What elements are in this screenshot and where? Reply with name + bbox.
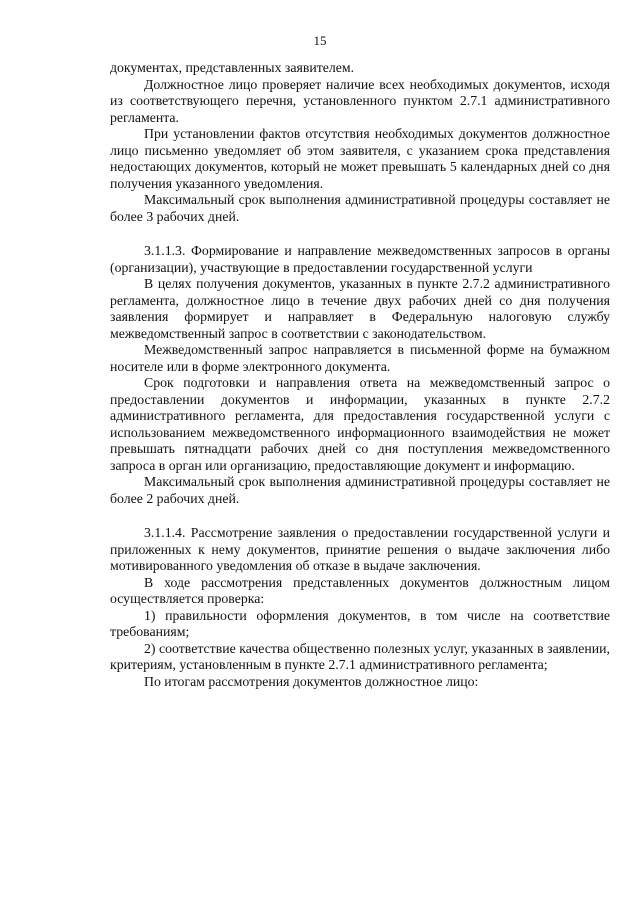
paragraph-interagency-request: В целях получения документов, указанных в пункте 2.7.2 административного регламента, должностное лицо в течение двух рабочих дней со дня получения заявления формирует и направляет в Федеральную налоговую службу межведомственный запрос в соответствии с законодательством. (110, 276, 610, 341)
paragraph-continuation: документах, представленных заявителем. (110, 60, 355, 75)
paragraph-max-term-3-days: Максимальный срок выполнения административной процедуры составляет не более 3 рабочих дней. (110, 192, 610, 224)
paragraph-review-check: В ходе рассмотрения представленных документов должностным лицом осуществляется проверка: (110, 574, 610, 606)
document-body (110, 60, 610, 690)
paragraph-response-term: Срок подготовки и направления ответа на межведомственный запрос о предоставлении документов и информации, указанных в пункте 2.7.2 административного регламента, для предоставления государственной услуги с использованием межведомственного информационного взаимодействия не может превышать пятнадцати рабочих дней со дня поступления межведомственного запроса в орган или организацию, предоставляющие документ и информацию. (110, 375, 610, 473)
paragraph-review-results: По итогам рассмотрения документов должностное лицо: (144, 673, 479, 689)
paragraph-max-term-2-days: Максимальный срок выполнения административной процедуры составляет не более 2 рабочих дней. (110, 474, 610, 506)
page-number: 15 (313, 33, 327, 48)
section-heading-3-1-1-3: 3.1.1.3. Формирование и направление межведомственных запросов в органы (организации), участвующие в предоставлении государственной услуги (110, 243, 610, 275)
list-item-1: 1) правильности оформления документов, в том числе на соответствие требованиям; (110, 607, 610, 639)
list-item-2: 2) соответствие качества общественно полезных услуг, указанных в заявлении, критериям, установленным в пункте 2.7.1 административного регламента; (110, 640, 610, 672)
paragraph-document-check: Должностное лицо проверяет наличие всех необходимых документов, исходя из соответствующего перечня, установленного пунктом 2.7.1 административного регламента. (110, 76, 610, 125)
paragraph-request-form: Межведомственный запрос направляется в письменной форме на бумажном носителе или в форме электронного документа. (110, 342, 610, 374)
section-heading-3-1-1-4: 3.1.1.4. Рассмотрение заявления о предоставлении государственной услуги и приложенных к нему документов, принятие решения о выдаче заключения либо мотивированного уведомления об отказе в выдаче заключения. (110, 525, 610, 573)
paragraph-missing-documents: При установлении фактов отсутствия необходимых документов должностное лицо письменно уведомляет об этом заявителя, с указанием срока представления недостающих документов, который не может превышать 5 календарных дней со дня получения указанного уведомления. (110, 126, 610, 191)
